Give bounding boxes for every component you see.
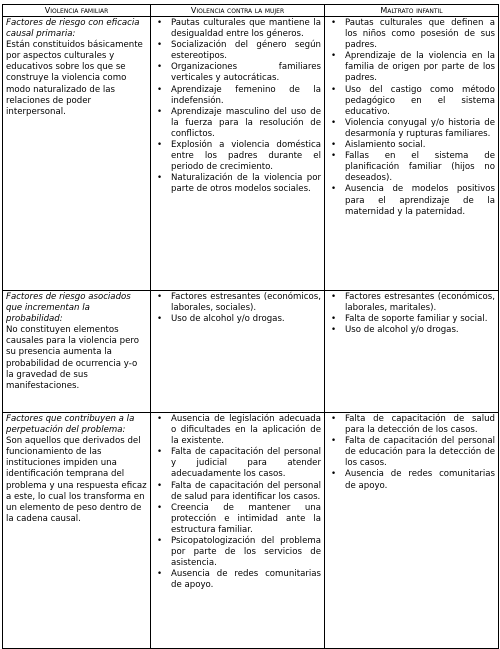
- list-item: • Uso de alcohol y/o drogas.: [154, 314, 321, 325]
- list-item: • Aislamiento social.: [328, 140, 495, 151]
- infantil-list: [328, 18, 495, 218]
- list-item: • Socialización del género según estereotipos.: [154, 40, 321, 62]
- row-description: No constituyen elementos causales para la violencia pero su presencia aumenta la probabilidad de ocurrencia y-o la gravedad de sus manifestaciones.: [6, 325, 140, 391]
- list-item: • Aprendizaje masculino del uso de la fuerza para la resolución de conflictos.: [154, 107, 321, 140]
- row-title: Factores de riesgo asociados que incrementan la probabilidad:: [6, 292, 131, 325]
- row-title: Factores que contribuyen a la perpetuación del problema:: [6, 414, 135, 436]
- list-item: • Violencia conyugal y/o historia de desarmonía y rupturas familiares.: [328, 118, 495, 140]
- list-item: • Organizaciones familiares verticales y autocráticas.: [154, 62, 321, 84]
- list-item: • Falta de capacitación del personal de educación para la detección de los casos.: [328, 436, 495, 469]
- table-row: [3, 291, 499, 413]
- mujer-list: [154, 292, 321, 325]
- list-item: • Pautas culturales que mantiene la desigualdad entre los géneros.: [154, 18, 321, 40]
- violence-factors-table: [2, 4, 499, 649]
- header-row: [3, 5, 499, 17]
- row-header-cell: [3, 291, 151, 413]
- row-title: Factores de riesgo con eficacia causal primaria:: [6, 18, 140, 40]
- list-item: • Ausencia de redes comunitarias de apoyo.: [328, 469, 495, 491]
- row-description: Son aquellos que derivados del funcionamiento de las instituciones impiden una identificación temprana del problema y una respuesta eficaz a este, lo cual los transforma en un elemento de peso dentro de la cadena causal.: [6, 436, 147, 524]
- list-item: • Ausencia de legislación adecuada o dificultades en la aplicación de la existente.: [154, 414, 321, 447]
- list-item: • Falta de soporte familiar y social.: [328, 314, 495, 325]
- list-item: • Fallas en el sistema de planificación familiar (hijos no deseados).: [328, 151, 495, 184]
- mujer-cell: [151, 291, 325, 413]
- header-violencia-familiar: Violencia familiar: [3, 5, 151, 17]
- list-item: • Naturalización de la violencia por parte de otros modelos sociales.: [154, 173, 321, 195]
- list-item: • Ausencia de redes comunitarias de apoyo.: [154, 569, 321, 591]
- list-item: • Aprendizaje de la violencia en la familia de origen por parte de los padres.: [328, 51, 495, 84]
- list-item: • Uso del castigo como método pedagógico en el sistema educativo.: [328, 85, 495, 118]
- list-item: • Factores estresantes (económicos, laborales, maritales).: [328, 292, 495, 314]
- infantil-cell: [325, 17, 499, 291]
- mujer-cell: [151, 17, 325, 291]
- list-item: • Falta de capacitación del personal y judicial para atender adecuadamente los casos.: [154, 447, 321, 480]
- list-item: • Explosión a violencia doméstica entre los padres durante el periodo de crecimiento.: [154, 140, 321, 173]
- row-description: Están constituidos básicamente por aspectos culturales y educativos sobre los que se construye la violencia como modo naturalizado de las relaciones de poder interpersonal.: [6, 40, 143, 117]
- list-item: • Factores estresantes (económicos, laborales, sociales).: [154, 292, 321, 314]
- list-item: • Ausencia de modelos positivos para el aprendizaje de la maternidad y la paternidad.: [328, 184, 495, 217]
- infantil-cell: [325, 413, 499, 649]
- header-violencia-mujer: Violencia contra la mujer: [151, 5, 325, 17]
- mujer-list: [154, 414, 321, 592]
- list-item: • Aprendizaje femenino de la indefensión.: [154, 85, 321, 107]
- mujer-cell: [151, 413, 325, 649]
- row-header-cell: [3, 17, 151, 291]
- list-item: • Falta de capacitación de salud para la detección de los casos.: [328, 414, 495, 436]
- table-row: [3, 17, 499, 291]
- list-item: • Falta de capacitación del personal de salud para identificar los casos.: [154, 481, 321, 503]
- header-maltrato-infantil: Maltrato infantil: [325, 5, 499, 17]
- mujer-list: [154, 18, 321, 196]
- table-row: [3, 413, 499, 649]
- infantil-cell: [325, 291, 499, 413]
- row-header-cell: [3, 413, 151, 649]
- list-item: • Psicopatologización del problema por parte de los servicios de asistencia.: [154, 536, 321, 569]
- infantil-list: [328, 414, 495, 492]
- infantil-list: [328, 292, 495, 336]
- list-item: • Uso de alcohol y/o drogas.: [328, 325, 495, 336]
- list-item: • Creencia de mantener una protección e intimidad ante la estructura familiar.: [154, 503, 321, 536]
- list-item: • Pautas culturales que definen a los niños como posesión de sus padres.: [328, 18, 495, 51]
